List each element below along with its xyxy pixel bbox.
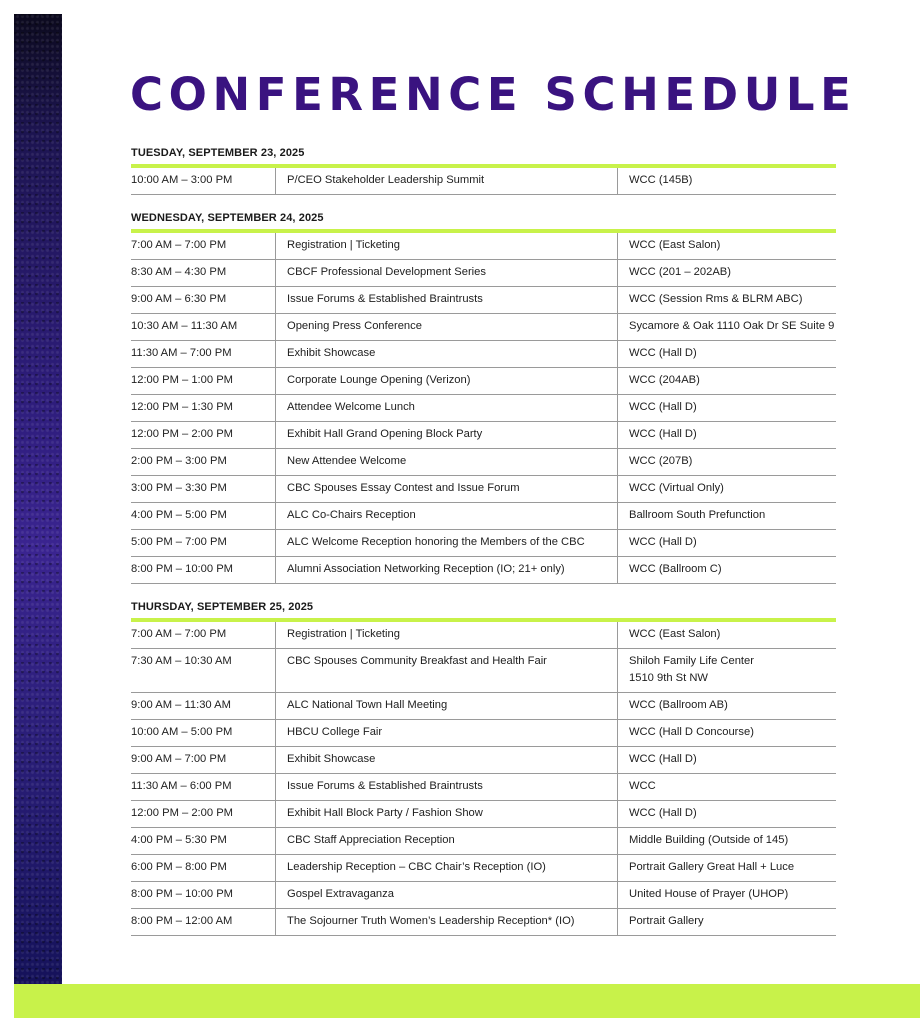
session-event: The Sojourner Truth Women’s Leadership Reception* (IO)	[275, 909, 617, 935]
location-line: WCC (Hall D Concourse)	[629, 726, 754, 738]
day-heading: THURSDAY, SEPTEMBER 25, 2025	[131, 598, 836, 622]
schedule-row	[131, 341, 836, 368]
location-line: WCC (East Salon)	[629, 628, 721, 640]
session-time: 9:00 AM – 7:00 PM	[131, 753, 227, 765]
location-line: WCC	[629, 780, 656, 792]
location-line: Middle Building (Outside of 145)	[629, 834, 789, 846]
session-event: Gospel Extravaganza	[275, 882, 617, 908]
location-line: WCC (204AB)	[629, 374, 700, 386]
session-location	[617, 476, 836, 502]
session-time: 4:00 PM – 5:30 PM	[131, 834, 227, 846]
session-event: ALC Co-Chairs Reception	[275, 503, 617, 529]
session-location	[617, 168, 836, 194]
schedule-row	[131, 855, 836, 882]
session-location	[617, 720, 836, 746]
location-line: WCC (207B)	[629, 455, 693, 467]
schedule-row	[131, 882, 836, 909]
day-section	[131, 144, 836, 195]
session-location	[617, 503, 836, 529]
location-line: Portrait Gallery	[629, 915, 704, 927]
session-event: ALC Welcome Reception honoring the Members of the CBC	[275, 530, 617, 556]
schedule-content	[131, 144, 836, 936]
day-heading: TUESDAY, SEPTEMBER 23, 2025	[131, 144, 836, 168]
session-event: Alumni Association Networking Reception (IO; 21+ only)	[275, 557, 617, 583]
session-time: 11:30 AM – 7:00 PM	[131, 347, 232, 359]
schedule-row	[131, 233, 836, 260]
location-line: Portrait Gallery Great Hall + Luce	[629, 861, 795, 873]
schedule-row	[131, 168, 836, 195]
session-time: 12:00 PM – 1:30 PM	[131, 401, 233, 413]
session-event: Issue Forums & Established Braintrusts	[275, 774, 617, 800]
session-event: P/CEO Stakeholder Leadership Summit	[275, 168, 617, 194]
session-event: New Attendee Welcome	[275, 449, 617, 475]
session-time: 11:30 AM – 6:00 PM	[131, 780, 232, 792]
session-event: Exhibit Hall Grand Opening Block Party	[275, 422, 617, 448]
session-event: HBCU College Fair	[275, 720, 617, 746]
session-time: 3:00 PM – 3:30 PM	[131, 482, 227, 494]
session-event: CBC Staff Appreciation Reception	[275, 828, 617, 854]
schedule-row	[131, 747, 836, 774]
session-location	[617, 395, 836, 421]
session-location	[617, 828, 836, 854]
location-line: WCC (Ballroom C)	[629, 563, 722, 575]
session-event: CBC Spouses Essay Contest and Issue Forum	[275, 476, 617, 502]
session-event: Leadership Reception – CBC Chair’s Reception (IO)	[275, 855, 617, 881]
location-line: WCC (Ballroom AB)	[629, 699, 728, 711]
schedule-row	[131, 368, 836, 395]
location-line: WCC (Virtual Only)	[629, 482, 724, 494]
schedule-row	[131, 260, 836, 287]
session-location	[617, 368, 836, 394]
session-time: 10:30 AM – 11:30 AM	[131, 320, 238, 332]
session-time: 8:00 PM – 10:00 PM	[131, 888, 233, 900]
decorative-lime-footer-bar	[14, 984, 920, 1018]
session-location	[617, 693, 836, 719]
session-location	[617, 774, 836, 800]
session-location	[617, 622, 836, 648]
session-time: 7:00 AM – 7:00 PM	[131, 239, 227, 251]
schedule-row	[131, 476, 836, 503]
location-line: WCC (Hall D)	[629, 536, 697, 548]
session-time: 9:00 AM – 6:30 PM	[131, 293, 227, 305]
session-location	[617, 314, 836, 340]
session-time: 9:00 AM – 11:30 AM	[131, 699, 231, 711]
location-line: WCC (Hall D)	[629, 401, 697, 413]
session-event: Registration | Ticketing	[275, 622, 617, 648]
session-event: Exhibit Hall Block Party / Fashion Show	[275, 801, 617, 827]
location-line: United House of Prayer (UHOP)	[629, 888, 789, 900]
session-location	[617, 557, 836, 583]
session-time: 4:00 PM – 5:00 PM	[131, 509, 227, 521]
session-time: 12:00 PM – 2:00 PM	[131, 428, 233, 440]
schedule-row	[131, 909, 836, 936]
schedule-row	[131, 422, 836, 449]
location-line: WCC (201 – 202AB)	[629, 266, 731, 278]
session-event: Corporate Lounge Opening (Verizon)	[275, 368, 617, 394]
location-line: Ballroom South Prefunction	[629, 509, 766, 521]
session-event: ALC National Town Hall Meeting	[275, 693, 617, 719]
session-location	[617, 287, 836, 313]
session-time: 8:30 AM – 4:30 PM	[131, 266, 227, 278]
location-line: WCC (Hall D)	[629, 807, 697, 819]
schedule-row	[131, 774, 836, 801]
session-time: 8:00 PM – 12:00 AM	[131, 915, 233, 927]
session-location	[617, 882, 836, 908]
session-time: 6:00 PM – 8:00 PM	[131, 861, 227, 873]
session-time: 10:00 AM – 5:00 PM	[131, 726, 233, 738]
location-line: Shiloh Family Life Center	[629, 655, 754, 667]
session-event: Exhibit Showcase	[275, 341, 617, 367]
schedule-row	[131, 557, 836, 584]
page-title: CONFERENCE SCHEDULE	[130, 68, 857, 121]
session-time: 10:00 AM – 3:00 PM	[131, 174, 233, 186]
schedule-row	[131, 314, 836, 341]
schedule-row	[131, 828, 836, 855]
location-line: WCC (Hall D)	[629, 347, 697, 359]
location-line: WCC (Hall D)	[629, 428, 697, 440]
day-section	[131, 209, 836, 584]
session-location	[617, 233, 836, 259]
session-location	[617, 260, 836, 286]
session-time: 12:00 PM – 2:00 PM	[131, 807, 233, 819]
session-event: Exhibit Showcase	[275, 747, 617, 773]
session-event: CBCF Professional Development Series	[275, 260, 617, 286]
schedule-row	[131, 287, 836, 314]
session-time: 5:00 PM – 7:00 PM	[131, 536, 227, 548]
session-time: 7:00 AM – 7:00 PM	[131, 628, 227, 640]
session-event: Issue Forums & Established Braintrusts	[275, 287, 617, 313]
session-location	[617, 341, 836, 367]
schedule-row	[131, 649, 836, 693]
session-time: 2:00 PM – 3:00 PM	[131, 455, 227, 467]
schedule-row	[131, 622, 836, 649]
session-location	[617, 909, 836, 935]
location-line: WCC (Session Rms & BLRM ABC)	[629, 293, 803, 305]
day-section	[131, 598, 836, 936]
location-line: 1510 9th St NW	[629, 672, 708, 684]
schedule-row	[131, 395, 836, 422]
session-location	[617, 449, 836, 475]
session-location	[617, 422, 836, 448]
schedule-row	[131, 720, 836, 747]
session-event: CBC Spouses Community Breakfast and Health Fair	[275, 649, 617, 692]
day-heading: WEDNESDAY, SEPTEMBER 24, 2025	[131, 209, 836, 233]
session-event: Opening Press Conference	[275, 314, 617, 340]
session-location	[617, 530, 836, 556]
schedule-row	[131, 693, 836, 720]
session-location	[617, 801, 836, 827]
session-event: Registration | Ticketing	[275, 233, 617, 259]
session-time: 12:00 PM – 1:00 PM	[131, 374, 233, 386]
session-location	[617, 855, 836, 881]
schedule-row	[131, 503, 836, 530]
session-time: 7:30 AM – 10:30 AM	[131, 655, 232, 667]
schedule-row	[131, 801, 836, 828]
location-line: WCC (Hall D)	[629, 753, 697, 765]
session-time: 8:00 PM – 10:00 PM	[131, 563, 233, 575]
session-location	[617, 649, 836, 692]
schedule-row	[131, 530, 836, 557]
session-location	[617, 747, 836, 773]
session-event: Attendee Welcome Lunch	[275, 395, 617, 421]
schedule-row	[131, 449, 836, 476]
location-line: WCC (145B)	[629, 174, 693, 186]
location-line: Sycamore & Oak 1110 Oak Dr SE Suite 9	[629, 320, 835, 332]
location-line: WCC (East Salon)	[629, 239, 721, 251]
decorative-purple-sidebar	[14, 14, 62, 984]
